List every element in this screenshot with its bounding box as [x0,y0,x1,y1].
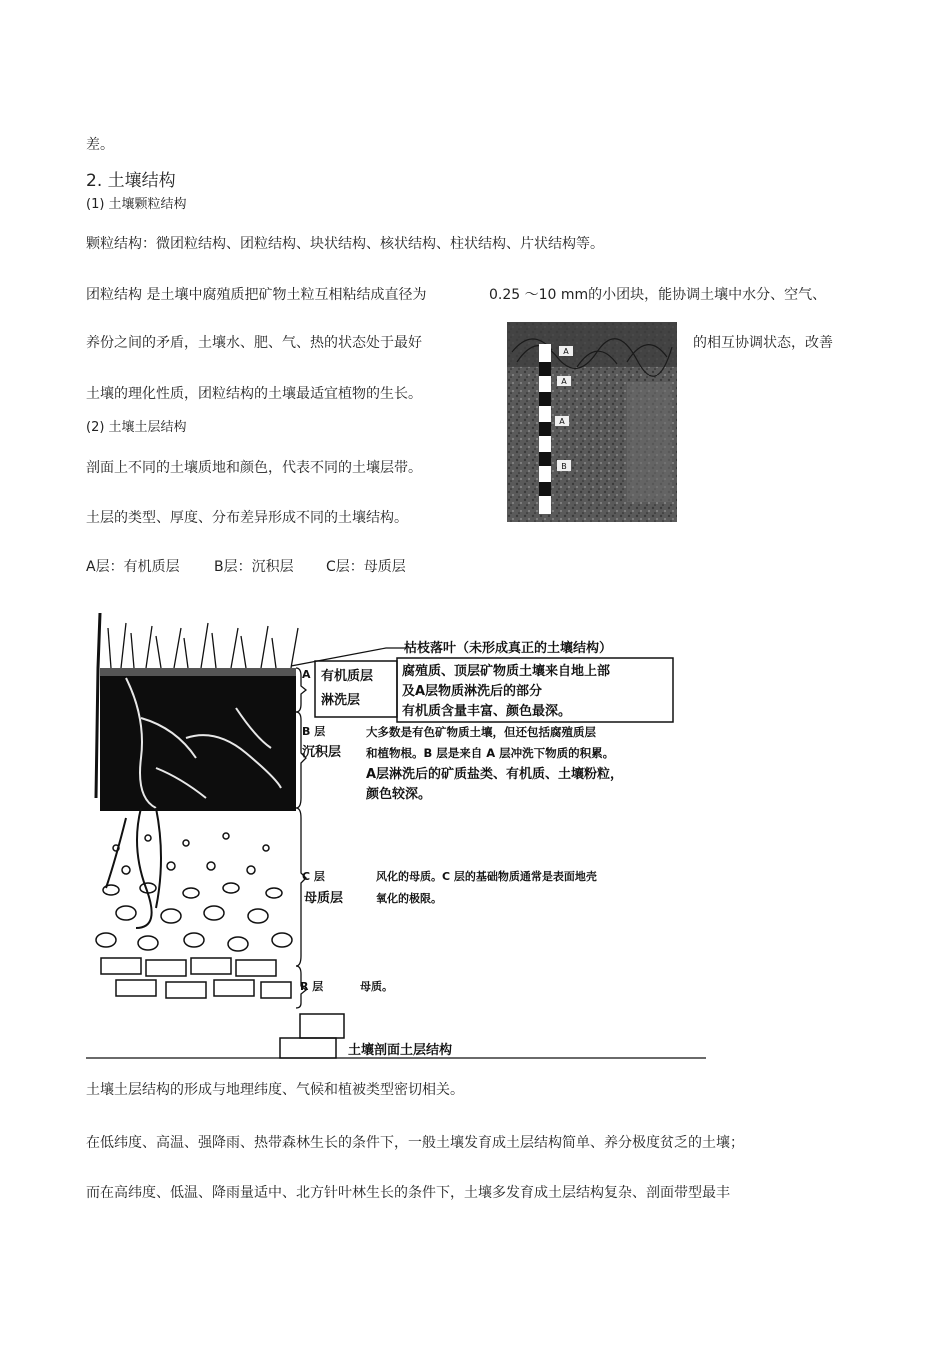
layer-c-label: C层：母质层 [326,559,406,575]
paragraph-formation: 土壤土层结构的形成与地理纬度、气候和植被类型密切相关。 [86,1082,464,1098]
diagram-caption: 土壤剖面土层结构 [348,1043,453,1058]
soil-profile-photo [507,322,677,522]
paragraph-aggregate-b: 0.25 ～10 mm的小团块，能协调土壤中水分、空气、 [489,287,827,303]
diagram-b-desc3: A层淋洗后的矿质盐类、有机质、土壤粉粒， [366,767,624,782]
soil-horizon-illustration [86,608,706,1063]
diagram-b-letter: B 层 [302,725,326,738]
text-line-continuation: 差。 [86,137,114,153]
subheading-horizon-structure: (2) 土壤土层结构 [86,420,187,435]
subheading-particle-structure: (1) 土壤颗粒结构 [86,197,187,212]
diagram-a-desc2: 及A层物质淋洗后的部分 [402,684,543,699]
paragraph-low-latitude: 在低纬度、高温、强降雨、热带森林生长的条件下，一般土壤发育成土层结构简单、养分极度贫乏的土壤； [86,1135,744,1151]
diagram-r-desc: 母质。 [360,980,393,993]
diagram-c-name: 母质层 [304,891,344,906]
photo-tag-a2: A [561,377,567,386]
diagram-b-desc2: 和植物根。B 层是来自 A 层冲洗下物质的积累。 [366,746,615,760]
photo-tag-b: B [561,462,567,471]
diagram-b-desc4: 颜色较深。 [366,787,432,802]
paragraph-high-latitude: 而在高纬度、低温、降雨量适中、北方针叶林生长的条件下，土壤多发育成土层结构复杂、剖面带型最丰 [86,1185,730,1201]
paragraph-aggregate-a: 团粒结构 是土壤中腐殖质把矿物土粒互相粘结成直径为 [86,287,427,303]
layer-b-label: B层：沉积层 [214,559,294,575]
paragraph-improve: 土壤的理化性质，团粒结构的土壤最适宜植物的生长。 [86,386,422,402]
diagram-a-desc3: 有机质含量丰富、颜色最深。 [402,704,572,719]
diagram-r-letter: R 层 [300,980,324,993]
layer-a-label: A层：有机质层 [86,559,180,575]
paragraph-balance-a: 养份之间的矛盾，土壤水、肥、气、热的状态处于最好 [86,335,422,351]
diagram-c-letter: C 层 [302,870,325,883]
diagram-a-letter: A [302,668,311,681]
paragraph-layer-types: 土层的类型、厚度、分布差异形成不同的土壤结构。 [86,510,408,526]
paragraph-particle-types: 颗粒结构：微团粒结构、团粒结构、块状结构、核状结构、柱状结构、片状结构等。 [86,236,604,252]
paragraph-profile: 剖面上不同的土壤质地和颜色，代表不同的土壤层带。 [86,460,422,476]
diagram-b-name: 沉积层 [302,745,342,760]
paragraph-balance-b: 的相互协调状态，改善 [693,335,833,351]
diagram-a-desc1: 腐殖质、顶层矿物质土壤来自地上部 [402,664,611,679]
diagram-a-name2: 淋洗层 [321,693,361,708]
diagram-litter-label: 枯枝落叶（未形成真正的土壤结构） [404,641,613,656]
diagram-a-name1: 有机质层 [321,669,374,684]
diagram-b-desc1: 大多数是有色矿物质土壤，但还包括腐殖质层 [366,725,596,739]
photo-tag-a1: A [563,347,569,356]
photo-tag-a3: A [559,417,565,426]
diagram-c-desc1: 风化的母质。C 层的基础物质通常是表面地壳 [376,870,597,883]
diagram-c-desc2: 氧化的极限。 [376,892,442,905]
section-heading-soil-structure: 2. 土壤结构 [86,171,176,191]
soil-horizon-diagram [86,608,706,1063]
